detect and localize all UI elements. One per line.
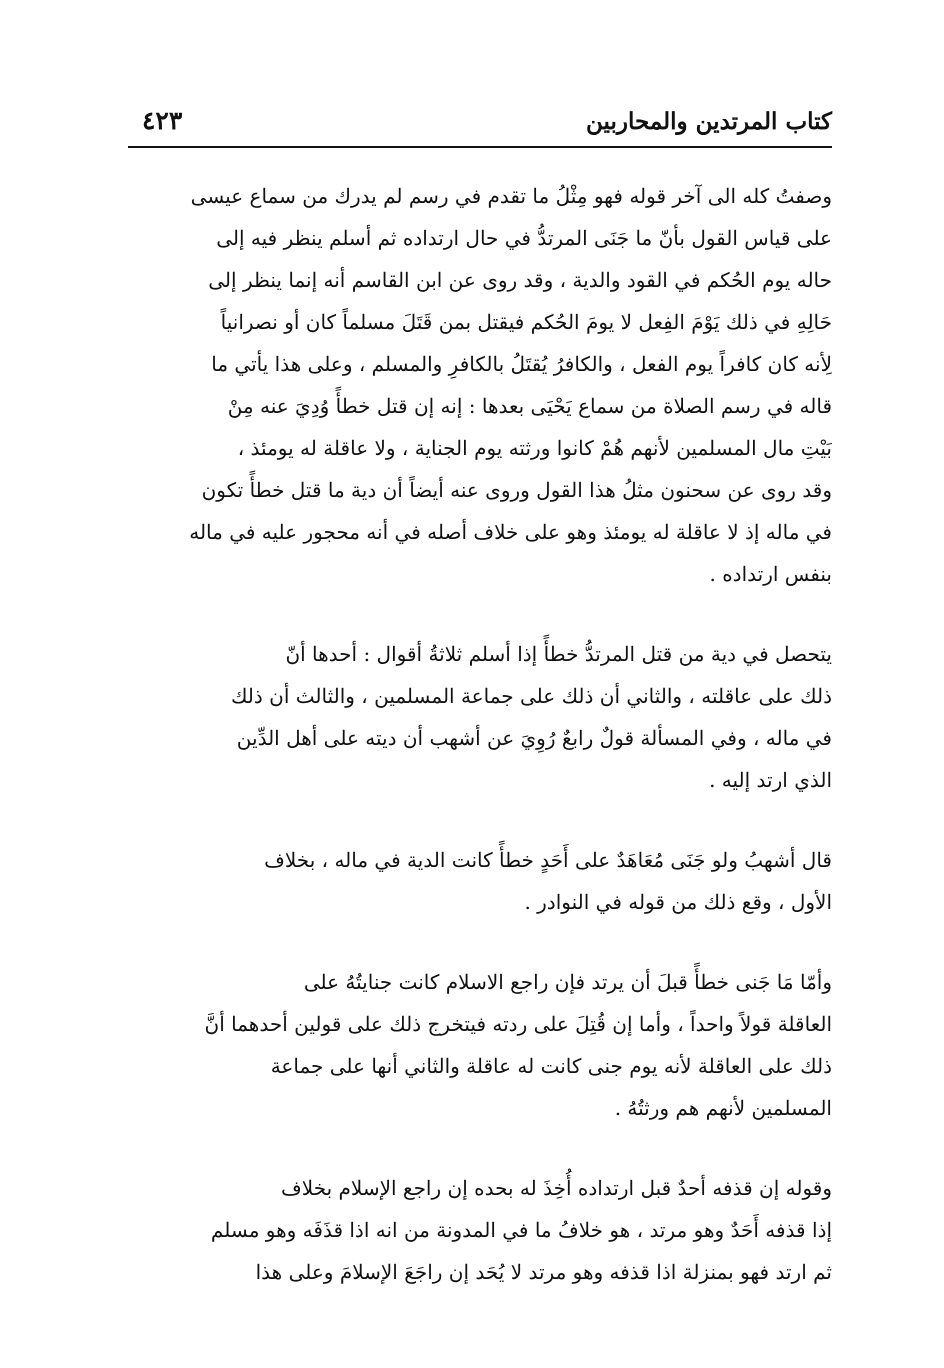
text-line: الذي ارتد إليه . (709, 768, 832, 792)
running-title: كتاب المرتدين والمحاربين (586, 108, 832, 135)
body-text (133, 175, 832, 1293)
text-line: بَيْتِ مال المسلمين لأنهم هُمْ كانوا ورثته يوم الجناية ، ولا عاقلة له يومئذ ، (237, 436, 832, 460)
paragraph-1 (133, 175, 832, 595)
text-line: على قياس القول بأنّ ما جَنَى المرتدُّ في حال ارتداده ثم أسلم ينظر فيه إلى (216, 226, 832, 250)
text-line: قاله في رسم الصلاة من سماع يَحْيَى بعدها : إنه إن قتل خطأً وُدِيَ عنه مِنْ (227, 394, 832, 418)
text-line: يتحصل في دية من قتل المرتدُّ خطأً إذا أسلم ثلاثةُ أقوال : أحدها أنّ (285, 642, 832, 666)
paragraph-4 (133, 961, 832, 1129)
text-line: الأول ، وقع ذلك من قوله في النوادر . (524, 890, 832, 914)
text-line: ثم ارتد فهو بمنزلة اذا قذفه وهو مرتد لا يُحَد إن راجَعَ الإسلامَ وعلى هذا (255, 1260, 832, 1284)
text-line: إذا قذفه أَحَدٌ وهو مرتد ، هو خلافُ ما في المدونة من انه اذا قذَفَه وهو مسلم (210, 1218, 832, 1242)
paragraph-2 (133, 633, 832, 801)
text-line: في ماله ، وفي المسألة قولٌ رابعٌ رُوِيَ عن أشهب أن ديته على أهل الدِّين (236, 726, 832, 750)
page-number: ٤٢٣ (142, 106, 183, 135)
paragraph-5 (133, 1167, 832, 1293)
text-line: ذلك على العاقلة لأنه يوم جنى كانت له عاقلة والثاني أنها على جماعة (270, 1054, 832, 1078)
text-line: قال أشهبُ ولو جَنَى مُعَاهَدٌ على أَحَدٍ خطأً كانت الدية في ماله ، بخلاف (264, 848, 832, 872)
text-line: المسلمين لأنهم هم ورثتُهُ . (614, 1096, 832, 1120)
paragraph-3 (133, 839, 832, 923)
text-line: في ماله إذ لا عاقلة له يومئذ وهو على خلاف أصله في أنه محجور عليه في ماله (189, 520, 832, 544)
text-line: حَالِهِ في ذلك يَوْمَ الفِعل لا يومَ الحُكم فيقتل بمن قَتَلَ مسلماً كان أو نصرانياً (220, 310, 832, 334)
text-line: وقد روى عن سحنون مثلُ هذا القول وروى عنه أيضاً أن دية ما قتل خطأً تكون (201, 478, 832, 502)
text-line: وصفتُ كله الى آخر قوله فهو مِثْلُ ما تقدم في رسم لم يدرك من سماع عيسى (190, 184, 832, 208)
text-line: العاقلة قولاً واحداً ، وأما إن قُتِلَ على ردته فيتخرج ذلك على قولين أحدهما أنَّ (204, 1012, 832, 1036)
text-line: وقوله إن قذفه أحدٌ قبل ارتداده أُخِذَ له بحده إن راجع الإسلام بخلاف (281, 1176, 832, 1200)
text-line: بنفس ارتداده . (709, 562, 832, 586)
text-line: حاله يوم الحُكم في القود والدية ، وقد روى عن ابن القاسم أنه إنما ينظر إلى (208, 268, 832, 292)
text-line: ذلك على عاقلته ، والثاني أن ذلك على جماعة المسلمين ، والثالث أن ذلك (230, 684, 832, 708)
text-line: وأمّا مَا جَنى خطأً قبلَ أن يرتد فإن راجع الاسلام كانت جنايتُهُ على (303, 970, 832, 994)
text-line: لِأنه كان كافراً يوم الفعل ، والكافرُ يُقتَلُ بالكافرِ والمسلم ، وعلى هذا يأتي ما (211, 352, 832, 376)
page-header (128, 96, 832, 148)
